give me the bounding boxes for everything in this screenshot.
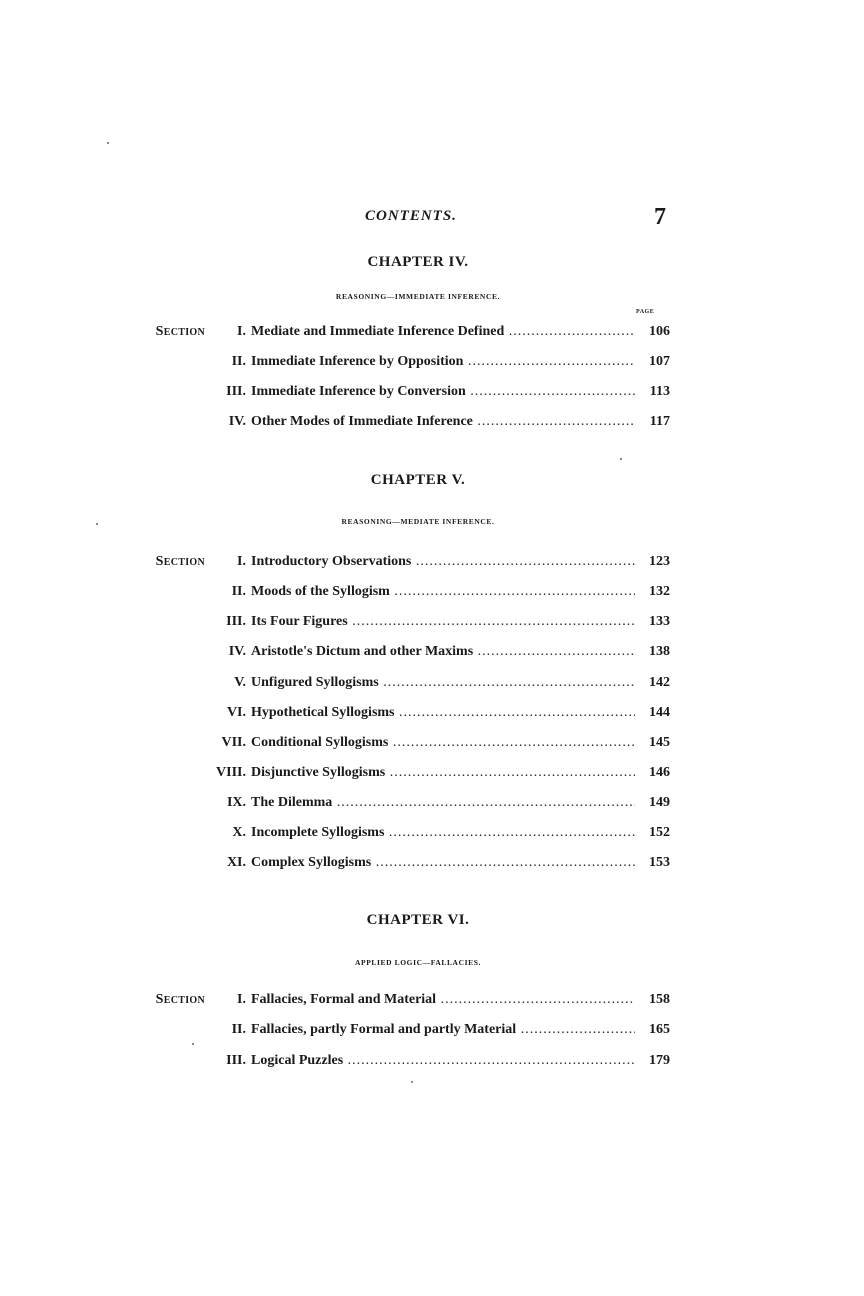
section-title: Its Four Figures ..... — [251, 613, 635, 631]
section-numeral: I. — [237, 324, 246, 339]
section-page: 158 — [638, 991, 670, 1009]
chapter-heading: CHAPTER V. — [370, 472, 466, 488]
chapter-heading: CHAPTER VI. — [366, 912, 470, 928]
section-title: Fallacies, Formal and Material ..... — [251, 991, 635, 1009]
section-page: 149 — [638, 794, 670, 812]
section-title: Mediate and Immediate Inference Defined ..... — [251, 323, 635, 341]
running-title: CONTENTS. — [365, 208, 457, 224]
toc-entry — [0, 734, 864, 752]
section-title: Immediate Inference by Opposition ..... — [251, 353, 635, 371]
section-title: Aristotle's Dictum and other Maxims ..... — [251, 643, 635, 661]
section-title: Hypothetical Syllogisms ..... — [251, 704, 635, 722]
section-numeral: I. — [237, 992, 246, 1007]
section-word: Section — [155, 324, 205, 339]
toc-entry — [0, 854, 864, 872]
section-page: 123 — [638, 553, 670, 571]
section-numeral: III. — [226, 384, 246, 399]
scan-speck — [411, 1081, 413, 1083]
section-title: Conditional Syllogisms ..... — [251, 734, 635, 752]
section-numeral: IV. — [228, 414, 246, 429]
section-page: 146 — [638, 764, 670, 782]
section-title: Introductory Observations ..... — [251, 553, 635, 571]
section-title: Unfigured Syllogisms ..... — [251, 674, 635, 692]
toc-entry — [0, 704, 864, 722]
section-numeral: IX. — [226, 795, 246, 810]
toc-entry — [0, 643, 864, 661]
section-numeral: XI. — [226, 855, 246, 870]
section-numeral: IV. — [228, 644, 246, 659]
section-title: Moods of the Syllogism ..... — [251, 583, 635, 601]
scan-speck — [107, 142, 109, 144]
section-title: Fallacies, partly Formal and partly Material ..... — [251, 1021, 635, 1039]
section-title: Immediate Inference by Conversion ..... — [251, 383, 635, 401]
page-column-label: PAGE — [636, 309, 655, 315]
section-page: 132 — [638, 583, 670, 601]
section-numeral: VIII. — [216, 765, 246, 780]
section-numeral: V. — [234, 675, 246, 690]
section-numeral: II. — [231, 584, 246, 599]
page-number: 7 — [654, 204, 666, 230]
scan-speck — [96, 523, 98, 525]
toc-entry — [0, 353, 864, 371]
section-word: Section — [155, 554, 205, 569]
toc-entry — [0, 553, 864, 571]
section-page: 152 — [638, 824, 670, 842]
section-page: 165 — [638, 1021, 670, 1039]
section-title: The Dilemma ..... — [251, 794, 635, 812]
section-numeral: X. — [232, 825, 246, 840]
section-title: Logical Puzzles ..... — [251, 1052, 635, 1070]
section-numeral: III. — [226, 614, 246, 629]
chapter-subtitle: APPLIED LOGIC—FALLACIES. — [355, 958, 481, 967]
toc-entry — [0, 991, 864, 1009]
toc-entry — [0, 1052, 864, 1070]
toc-entry — [0, 413, 864, 431]
section-page: 117 — [638, 413, 670, 431]
section-numeral: II. — [231, 354, 246, 369]
section-title: Other Modes of Immediate Inference ..... — [251, 413, 635, 431]
chapter-heading: CHAPTER IV. — [367, 254, 469, 270]
section-numeral: II. — [231, 1022, 246, 1037]
section-word: Section — [155, 992, 205, 1007]
toc-entry — [0, 794, 864, 812]
toc-entry — [0, 323, 864, 341]
toc-entry — [0, 764, 864, 782]
chapter-subtitle: REASONING—IMMEDIATE INFERENCE. — [335, 292, 501, 301]
toc-entry — [0, 583, 864, 601]
section-page: 133 — [638, 613, 670, 631]
section-page: 145 — [638, 734, 670, 752]
toc-entry — [0, 383, 864, 401]
section-title: Complex Syllogisms ..... — [251, 854, 635, 872]
section-page: 179 — [638, 1052, 670, 1070]
section-numeral: VI. — [226, 705, 246, 720]
section-page: 113 — [638, 383, 670, 401]
section-numeral: III. — [226, 1053, 246, 1068]
section-page: 144 — [638, 704, 670, 722]
toc-entry — [0, 824, 864, 842]
section-numeral: I. — [237, 554, 246, 569]
toc-entry — [0, 674, 864, 692]
chapter-subtitle: REASONING—MEDIATE INFERENCE. — [341, 517, 495, 526]
section-page: 153 — [638, 854, 670, 872]
toc-entry — [0, 1021, 864, 1039]
scan-speck — [620, 458, 622, 460]
section-page: 142 — [638, 674, 670, 692]
section-title: Incomplete Syllogisms ..... — [251, 824, 635, 842]
scan-speck — [192, 1043, 194, 1045]
section-page: 107 — [638, 353, 670, 371]
toc-entry — [0, 613, 864, 631]
section-title: Disjunctive Syllogisms ..... — [251, 764, 635, 782]
section-numeral: VII. — [221, 735, 246, 750]
section-page: 106 — [638, 323, 670, 341]
section-page: 138 — [638, 643, 670, 661]
